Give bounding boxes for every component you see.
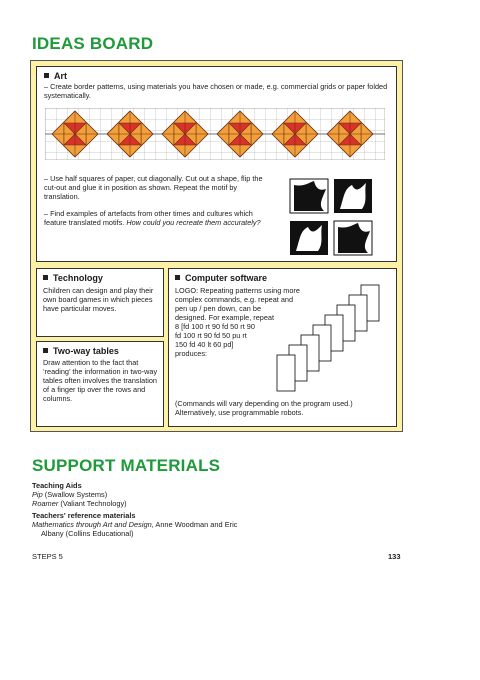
computer-software-panel bbox=[168, 268, 397, 427]
technology-text: Children can design and play their own board games in which pieces have particular moves. bbox=[43, 286, 154, 313]
roamer-name: Roamer bbox=[32, 499, 59, 508]
page-number: 133 bbox=[388, 552, 401, 561]
two-way-tables-title-text: Two-way tables bbox=[53, 346, 119, 356]
teaching-aids-heading bbox=[32, 481, 82, 490]
border-pattern-figure bbox=[45, 108, 385, 160]
cutout-motif-figure bbox=[288, 177, 378, 259]
art-item-3-question: How could you recreate them accurately? bbox=[126, 218, 261, 227]
two-way-tables-title bbox=[43, 346, 119, 356]
two-way-tables-panel bbox=[36, 341, 164, 427]
logo-description: LOGO: Repeating patterns using more complex commands, e.g. repeat and pen up / pen down, can be designed. For example, repeat 8 [fd 100 rt 90 fd 50 rt 90 fd 100 rt 90 fd 50 pu rt 150 fd 40 lt 60 pd] produces: bbox=[175, 286, 300, 358]
art-item-3-text: – Find examples of artefacts from other times and cultures which feature translated motifs. bbox=[44, 209, 253, 227]
technology-title bbox=[43, 273, 103, 283]
book-title: Mathematics through Art and Design, bbox=[32, 520, 154, 529]
reference-book bbox=[32, 520, 237, 529]
roamer-maker: (Valiant Technology) bbox=[60, 499, 127, 508]
computer-software-title-text: Computer software bbox=[185, 273, 268, 283]
logo-pattern-figure bbox=[265, 283, 393, 393]
art-panel bbox=[36, 66, 397, 262]
teaching-aids-heading-text: Teaching Aids bbox=[32, 481, 82, 490]
art-item-3 bbox=[44, 209, 269, 227]
art-title-text: Art bbox=[54, 71, 67, 81]
technology-title-text: Technology bbox=[53, 273, 103, 283]
computer-software-title bbox=[175, 273, 267, 283]
teaching-aid-roamer bbox=[32, 499, 127, 508]
art-item-2: – Use half squares of paper, cut diagonally. Cut out a shape, flip the cut-out and glue it in position as shown. Repeat the motif by translation. bbox=[44, 174, 263, 201]
teachers-reference-heading-text: Teachers' reference materials bbox=[32, 511, 136, 520]
technology-panel bbox=[36, 268, 164, 337]
pip-maker: (Swallow Systems) bbox=[44, 490, 108, 499]
footer-series-label: STEPS 5 bbox=[32, 552, 63, 561]
pip-name: Pip bbox=[32, 490, 43, 499]
teaching-aid-pip bbox=[32, 490, 107, 499]
art-item-1: – Create border patterns, using materials you have chosen or made, e.g. commercial grids or paper folded systematically. bbox=[44, 82, 388, 100]
two-way-tables-text: Draw attention to the fact that ‘reading’ the information in two-way tables often involves the translation of a finger tip over the rows and columns. bbox=[43, 358, 158, 403]
art-title bbox=[44, 71, 67, 81]
teachers-reference-heading bbox=[32, 511, 136, 520]
page-title: IDEAS BOARD bbox=[32, 34, 154, 53]
bullet-square-icon bbox=[43, 275, 48, 280]
support-materials-title: SUPPORT MATERIALS bbox=[32, 456, 221, 475]
bullet-square-icon bbox=[43, 348, 48, 353]
bullet-square-icon bbox=[175, 275, 180, 280]
software-note: (Commands will vary depending on the program used.) Alternatively, use programmable robots. bbox=[175, 399, 353, 417]
bullet-square-icon bbox=[44, 73, 49, 78]
book-authors: Anne Woodman and Eric bbox=[155, 520, 238, 529]
reference-book-line2: Albany (Collins Educational) bbox=[41, 529, 134, 538]
